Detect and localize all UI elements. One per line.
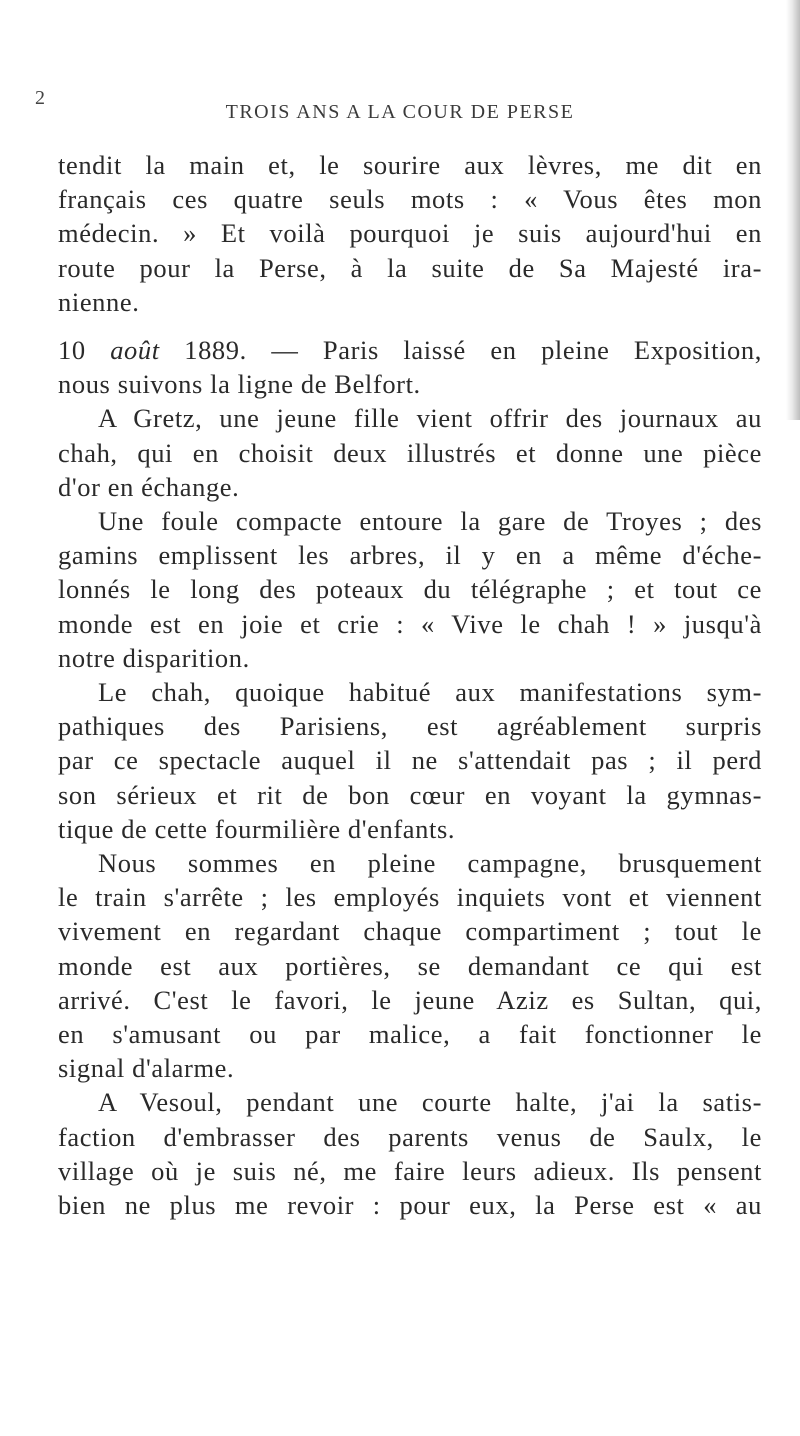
section-gap [58, 319, 762, 333]
text-line: pathiques des Parisiens, est agréablement surpris [58, 711, 762, 742]
text-line: français ces quatre seuls mots : « Vous êtes mon [58, 184, 762, 215]
body-text [58, 148, 762, 1222]
text-line: en s'amusant ou par malice, a fait fonctionner le [58, 1019, 762, 1050]
text-line: d'or en échange. [58, 471, 240, 502]
text-line: Une foule compacte entoure la gare de Troyes ; des [98, 506, 762, 537]
date-month: août [110, 335, 160, 366]
date-rest: 1889. — Paris laissé en pleine Exposition, [184, 335, 762, 366]
text-line: monde est en joie et crie : « Vive le chah ! » jusqu'à [58, 608, 762, 639]
text-line: A Gretz, une jeune fille vient offrir des journaux au [98, 403, 762, 434]
text-line: médecin. » Et voilà pourquoi je suis aujourd'hui en [58, 218, 762, 249]
text-line: nienne. [58, 286, 140, 317]
text-line: lonnés le long des poteaux du télégraphe ; et tout ce [58, 574, 762, 605]
text-line: village où je suis né, me faire leurs adieux. Ils pensent [58, 1155, 762, 1186]
page-edge-shadow [786, 0, 800, 420]
text-line: notre disparition. [58, 642, 250, 673]
text-line: nous suivons la ligne de Belfort. [58, 369, 421, 400]
text-line: arrivé. C'est le favori, le jeune Aziz es Sultan, qui, [58, 984, 762, 1015]
text-line: Nous sommes en pleine campagne, brusquement [98, 848, 762, 879]
text-line: tendit la main et, le sourire aux lèvres, me dit en [58, 150, 762, 180]
text-line: par ce spectacle auquel il ne s'attendait pas ; il perd [58, 745, 762, 776]
text-line: son sérieux et rit de bon cœur en voyant la gymnas- [58, 779, 762, 810]
paragraph [58, 1085, 762, 1222]
date-day: 10 [58, 335, 86, 366]
text-line: faction d'embrasser des parents venus de Saulx, le [58, 1121, 762, 1152]
paragraph [58, 675, 762, 846]
paragraph [58, 401, 762, 504]
text-line: vivement en regardant chaque compartiment ; tout le [58, 916, 762, 947]
paragraph [58, 504, 762, 675]
text-line: route pour la Perse, à la suite de Sa Majesté ira- [58, 252, 762, 283]
text-line: chah, qui en choisit deux illustrés et donne une pièce [58, 437, 762, 468]
text-line: A Vesoul, pendant une courte halte, j'ai la satis- [98, 1087, 762, 1118]
text-line: tique de cette fourmilière d'enfants. [58, 813, 456, 844]
text-line: gamins emplissent les arbres, il y en a même d'éche- [58, 540, 762, 571]
running-title: TROIS ANS A LA COUR DE PERSE [225, 101, 575, 123]
text-line: bien ne plus me revoir : pour eux, la Perse est « au [58, 1190, 762, 1221]
text-line-date [58, 333, 762, 367]
text-line: monde est aux portières, se demandant ce qui est [58, 950, 762, 981]
text-line: signal d'alarme. [58, 1053, 235, 1084]
text-line: le train s'arrête ; les employés inquiets vont et viennent [58, 882, 762, 913]
page-number: 2 [35, 87, 45, 109]
paragraph-dated [58, 333, 762, 401]
paragraph [58, 148, 762, 319]
paragraph [58, 846, 762, 1085]
text-line: Le chah, quoique habitué aux manifestations sym- [98, 677, 762, 708]
